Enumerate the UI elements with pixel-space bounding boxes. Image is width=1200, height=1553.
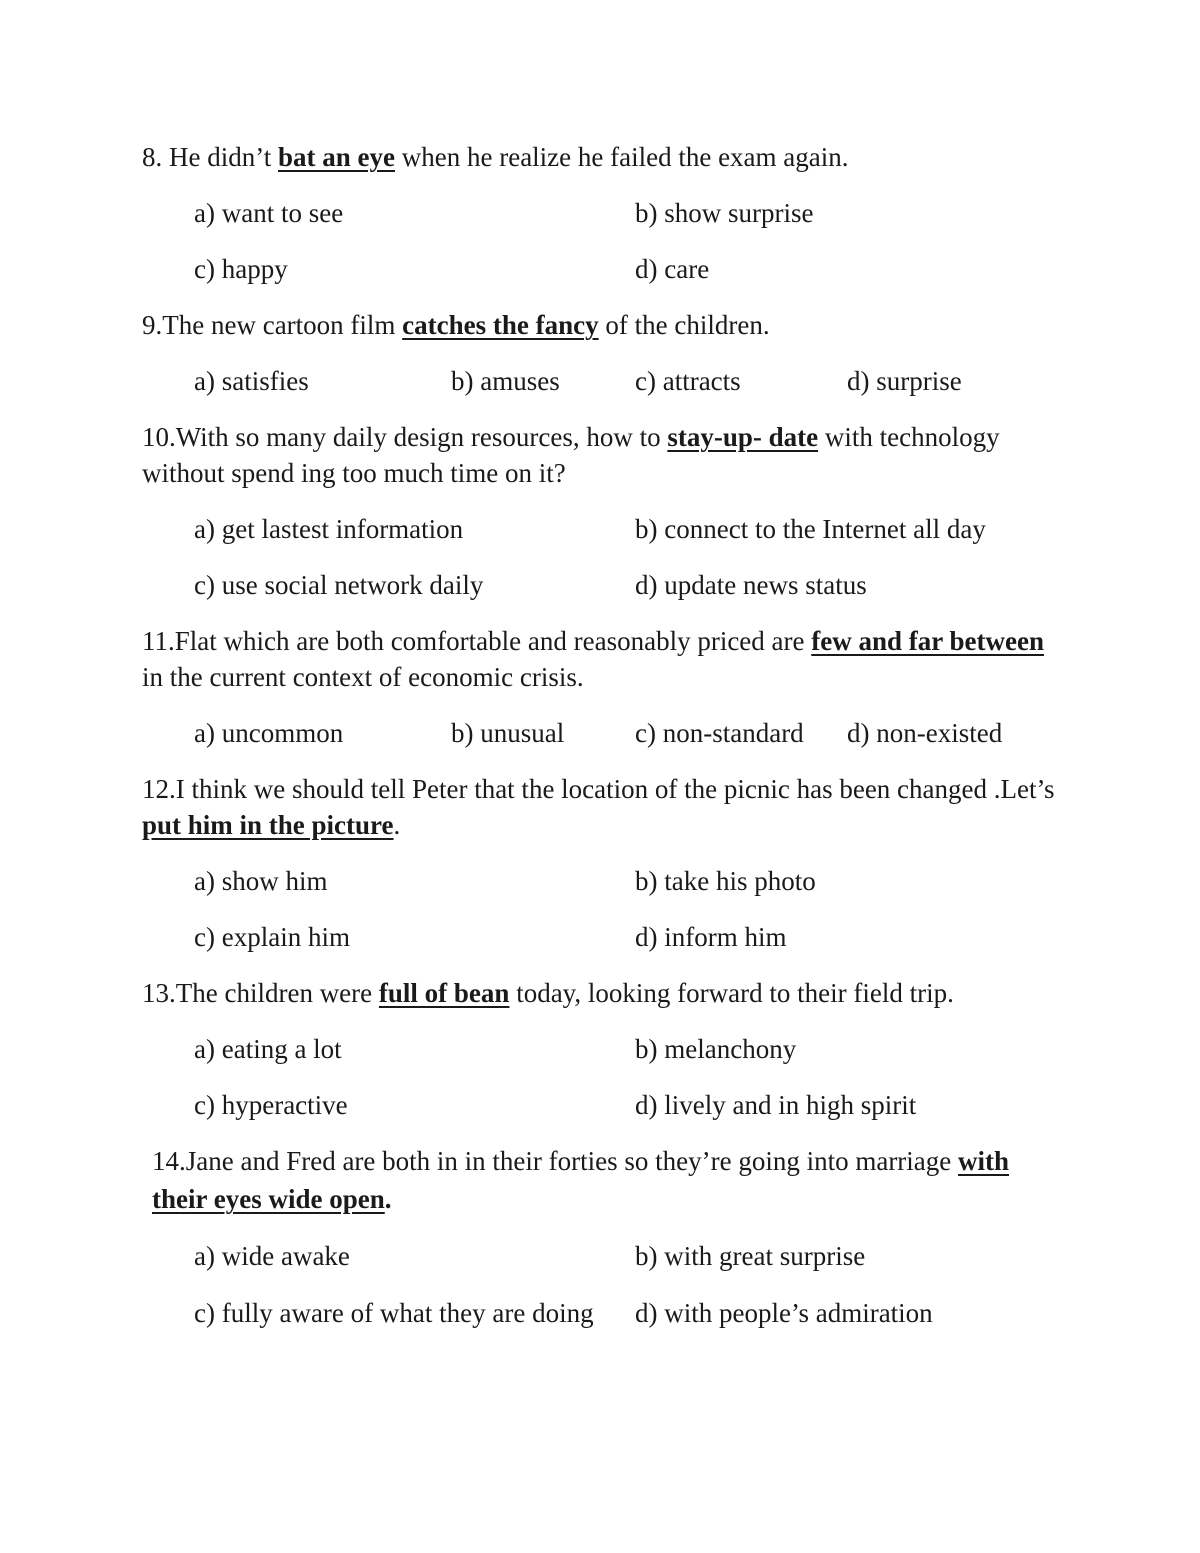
question-9-option-a: a) satisfies: [194, 366, 309, 396]
question-12-option-c: c) explain him: [194, 922, 350, 952]
question-10-option-a: a) get lastest information: [194, 514, 464, 544]
question-14-stem: 14.Jane and Fred are both in in their forties so they’re going into marriage with: [152, 1146, 1010, 1176]
question-12-stem: 12.I think we should tell Peter that the location of the picnic has been changed .Let’s: [142, 774, 1055, 804]
question-8-option-c: c) happy: [194, 254, 288, 284]
question-10-option-d: d) update news status: [635, 570, 867, 600]
question-11-option-d: d) non-existed: [847, 718, 1003, 748]
question-9-option-b: b) amuses: [451, 366, 560, 396]
question-13-number: 13.: [142, 978, 176, 1008]
question-10-stem-line-2: without spend ing too much time on it?: [142, 458, 566, 488]
question-10-stem: 10.With so many daily design resources, how to stay-up- date with technology: [142, 422, 1000, 452]
question-9-option-c: c) attracts: [635, 366, 741, 396]
question-11-stem: 11.Flat which are both comfortable and reasonably priced are few and far between: [142, 626, 1044, 656]
question-13-option-d: d) lively and in high spirit: [635, 1090, 917, 1120]
question-8-stem: 8. He didn’t bat an eye when he realize he failed the exam again.: [142, 142, 849, 172]
question-11-idiom: few and far between: [811, 626, 1044, 656]
question-9-number: 9.: [142, 310, 163, 340]
question-8-option-d: d) care: [635, 254, 710, 284]
question-14-idiom: with: [958, 1146, 1010, 1176]
question-13-stem: 13.The children were full of bean today, looking forward to their field trip.: [142, 978, 954, 1008]
question-12-option-b: b) take his photo: [635, 866, 816, 896]
question-14-idiom-continued: their eyes wide open: [152, 1184, 385, 1214]
question-13-option-c: c) hyperactive: [194, 1090, 348, 1120]
question-14-option-d: d) with people’s admiration: [635, 1298, 933, 1328]
question-9-idiom: catches the fancy: [402, 310, 599, 340]
question-11-option-c: c) non-standard: [635, 718, 804, 748]
question-14-number: 14.: [152, 1146, 186, 1176]
question-11-number: 11.: [142, 626, 175, 656]
question-13-idiom: full of bean: [378, 978, 510, 1008]
question-8-option-b: b) show surprise: [635, 198, 814, 228]
question-13-option-b: b) melanchony: [635, 1034, 797, 1064]
question-10-option-b: b) connect to the Internet all day: [635, 514, 986, 544]
question-14-option-c: c) fully aware of what they are doing: [194, 1298, 594, 1328]
question-13-option-a: a) eating a lot: [194, 1034, 342, 1064]
question-11-option-a: a) uncommon: [194, 718, 344, 748]
question-8-option-a: a) want to see: [194, 198, 344, 228]
question-10-option-c: c) use social network daily: [194, 570, 484, 600]
question-12-number: 12.: [142, 774, 176, 804]
question-8-idiom: bat an eye: [278, 142, 395, 172]
question-11-stem-line-2: in the current context of economic crisis.: [142, 662, 584, 692]
question-11-option-b: b) unusual: [451, 718, 565, 748]
question-14-stem-line-2: their eyes wide open.: [152, 1184, 392, 1214]
question-8-number: 8.: [142, 142, 163, 172]
question-14-option-a: a) wide awake: [194, 1241, 350, 1271]
question-12-stem-line-2: put him in the picture.: [142, 810, 401, 840]
question-12-option-d: d) inform him: [635, 922, 787, 952]
question-12-idiom: put him in the picture: [142, 810, 394, 840]
question-10-idiom: stay-up- date: [667, 422, 819, 452]
question-10-number: 10.: [142, 422, 176, 452]
question-9-stem: 9.The new cartoon film catches the fancy of the children.: [142, 310, 770, 340]
question-14-option-b: b) with great surprise: [635, 1241, 866, 1271]
question-9-option-d: d) surprise: [847, 366, 962, 396]
question-12-option-a: a) show him: [194, 866, 328, 896]
